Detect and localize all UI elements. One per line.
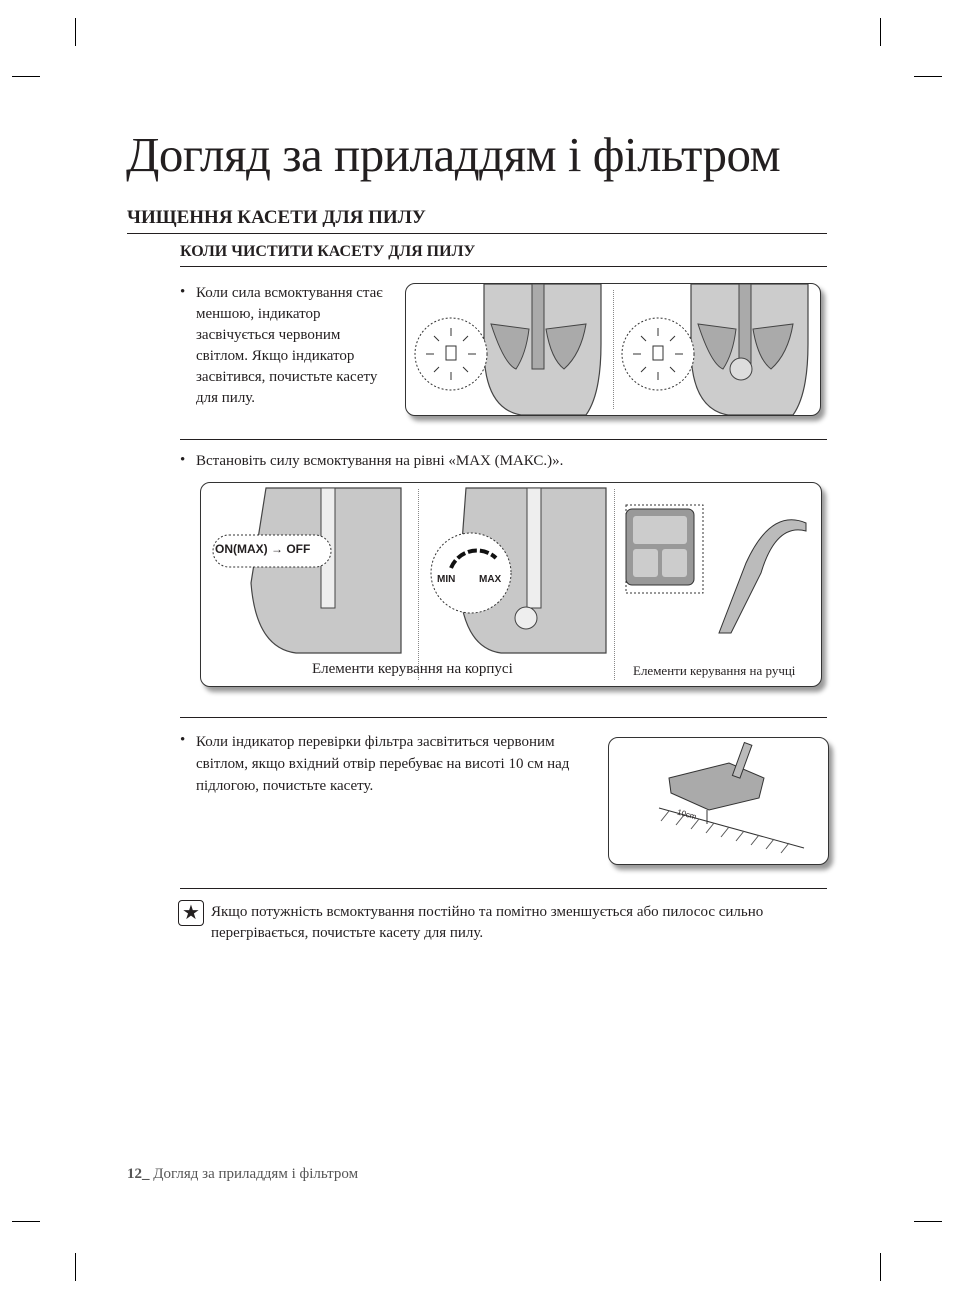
section-heading: ЧИЩЕННЯ КАСЕТИ ДЛЯ ПИЛУ [127,207,426,228]
crop-mark [12,76,40,77]
divider [127,233,827,234]
crop-mark [880,18,881,46]
floor-height-figure [608,737,829,865]
footer-text: Догляд за приладдям і фільтром [149,1166,359,1182]
bullet-dot: • [180,284,186,300]
caption-handle-controls: Елементи керування на ручці [633,663,796,678]
crop-mark [75,1253,76,1281]
crop-mark [914,76,942,77]
height-label: 10cm [676,807,698,822]
bullet-dot: • [180,452,186,468]
suction-controls-figure [200,482,822,687]
bullet-text-3: Коли індикатор перевірки фільтра засвітиться червоним світлом, якщо вхідний отвір перебуває на висоті 10 см над підлогою, почистьте касету. [196,734,570,794]
crop-mark [914,1221,942,1222]
bullet-text-2: Встановіть силу всмоктування на рівні «MAX (МАКС.)». [196,453,564,469]
page-footer [127,1166,358,1183]
divider [180,439,827,440]
nozzle-illustration [609,738,828,864]
caption-body-controls: Елементи керування на корпусі [312,661,513,677]
subsection-heading: КОЛИ ЧИСТИТИ КАСЕТУ ДЛЯ ПИЛУ [180,243,476,260]
divider [180,888,827,889]
crop-mark [880,1253,881,1281]
crop-mark [75,18,76,46]
vacuum-controls-illustration [201,483,821,686]
bullet-dot: • [180,732,186,748]
page-number: 12_ [127,1166,150,1182]
bullet-text-1: Коли сила всмоктування стає меншою, індикатор засвічується червоним світлом. Якщо індикатор засвітився, почистьте касету для пилу. [196,285,383,406]
note-star-icon: ★ [178,900,204,926]
divider [180,266,827,267]
note-text: Якщо потужність всмоктування постійно та помітно зменшується або пилосос сильно перегрівається, почистьте касету для пилу. [211,904,764,941]
page-title: Догляд за приладдям і фільтром [126,127,781,182]
switch-callout: ON(MAX) → OFF [215,542,311,556]
crop-mark [12,1221,40,1222]
dial-min-label: MIN [437,574,456,585]
divider [180,717,827,718]
dial-max-label: MAX [479,574,502,585]
indicator-figure [405,283,821,416]
